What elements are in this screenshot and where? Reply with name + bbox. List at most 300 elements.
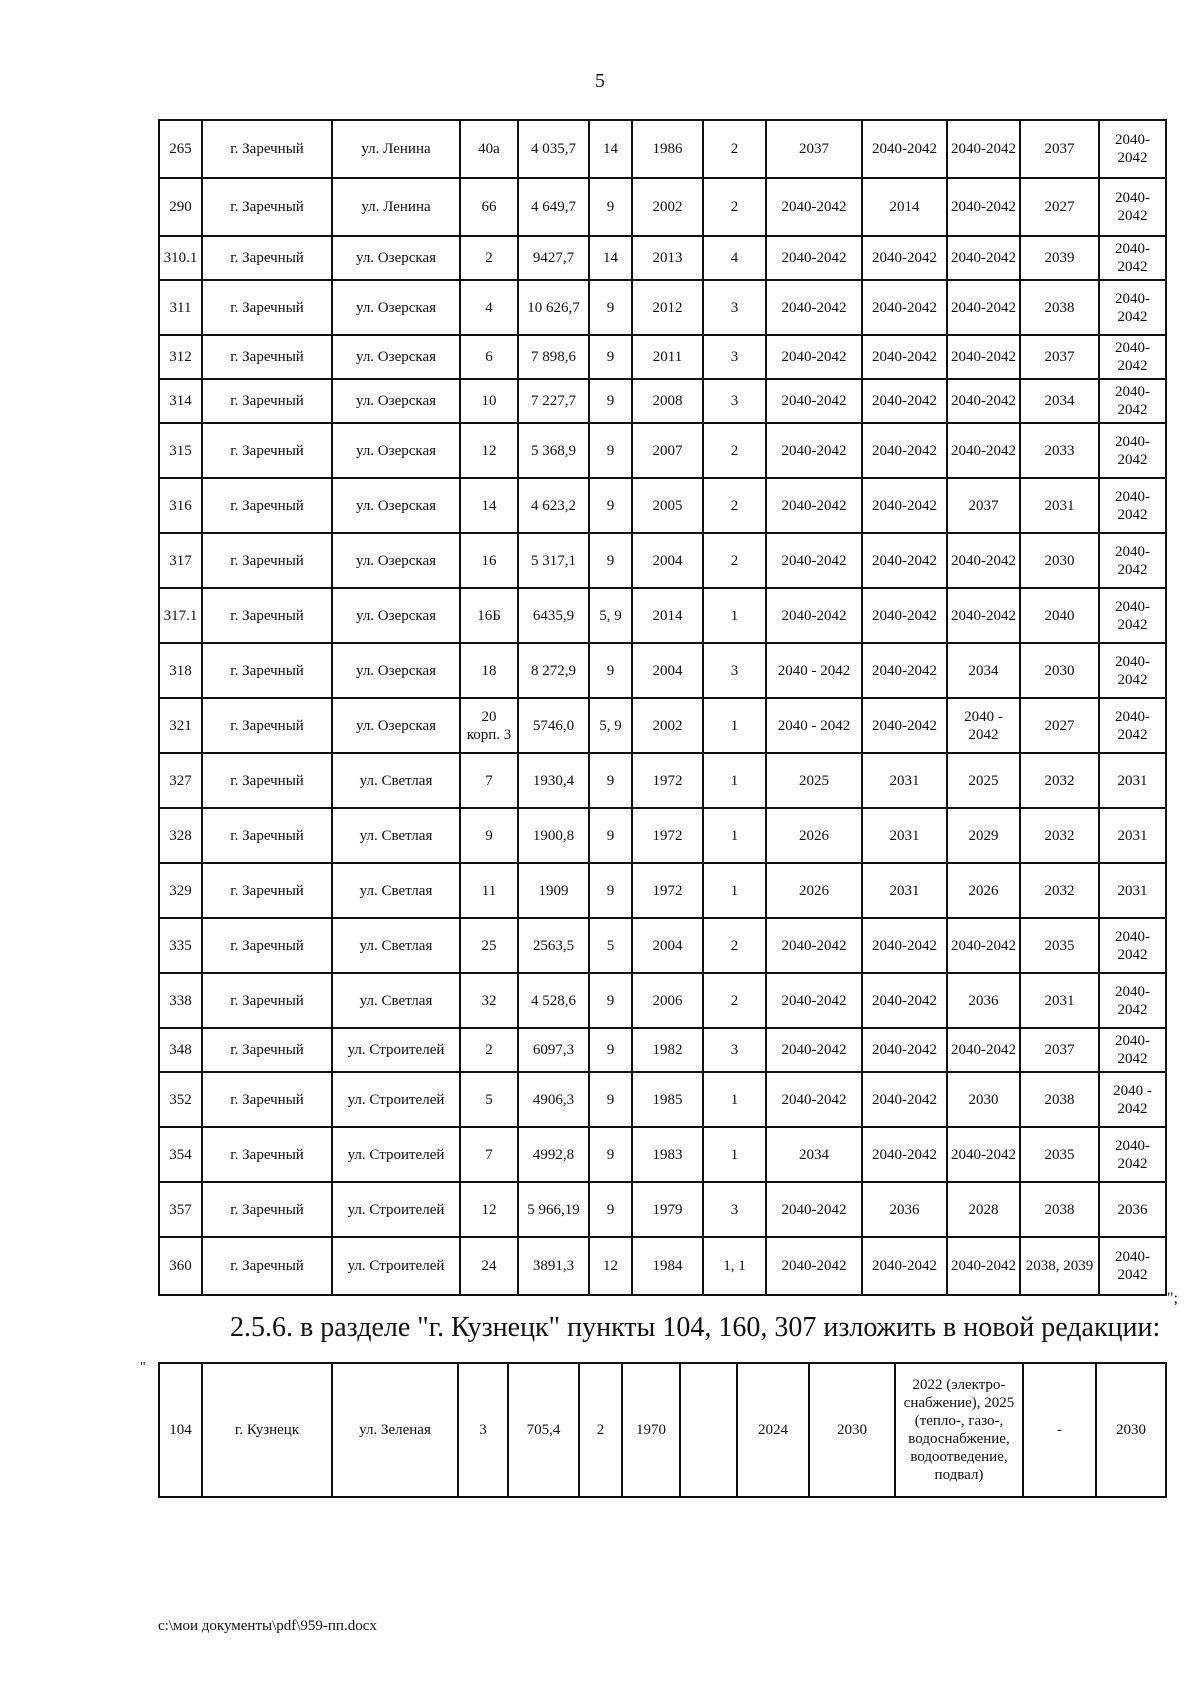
table-cell: ул. Озерская xyxy=(332,698,460,753)
table-cell: 3 xyxy=(703,280,766,335)
table-cell: 1 xyxy=(703,1127,766,1182)
table-cell: 2 xyxy=(703,918,766,973)
table-cell: 2037 xyxy=(1020,335,1099,379)
table-cell: 2040-2042 xyxy=(947,120,1020,178)
table-cell: 1979 xyxy=(632,1182,703,1237)
table-cell: г. Заречный xyxy=(202,280,332,335)
table-cell: 9 xyxy=(589,863,632,918)
table-cell: 9 xyxy=(589,643,632,698)
table-cell: 1 xyxy=(703,808,766,863)
table-cell: г. Заречный xyxy=(202,1182,332,1237)
table-cell: 2040-2042 xyxy=(947,423,1020,478)
table-cell: 4 528,6 xyxy=(518,973,589,1028)
table-cell: 2012 xyxy=(632,280,703,335)
table-cell: 2040-2042 xyxy=(947,1237,1020,1295)
table-row xyxy=(159,643,1166,698)
table-row xyxy=(159,808,1166,863)
table-cell: 2040-2042 xyxy=(947,379,1020,423)
table-row xyxy=(159,973,1166,1028)
table-cell xyxy=(680,1363,737,1497)
table-cell: ул. Озерская xyxy=(332,533,460,588)
table-cell: 9 xyxy=(589,335,632,379)
table-cell: 316 xyxy=(159,478,202,533)
table-cell: 9 xyxy=(589,1127,632,1182)
table-cell: 16Б xyxy=(460,588,518,643)
table-cell: 7 227,7 xyxy=(518,379,589,423)
table-cell: 1985 xyxy=(632,1072,703,1127)
table-row xyxy=(159,588,1166,643)
table-cell: 2040-2042 xyxy=(1099,120,1166,178)
table-cell: 2030 xyxy=(809,1363,895,1497)
table-cell: 2040-2042 xyxy=(1099,178,1166,236)
table-cell: 2040-2042 xyxy=(1099,643,1166,698)
table-cell: 2040-2042 xyxy=(766,1028,862,1072)
table-cell: 2037 xyxy=(947,478,1020,533)
table-row xyxy=(159,1127,1166,1182)
table-cell: 1 xyxy=(703,863,766,918)
table-cell: 2040 - 2042 xyxy=(766,643,862,698)
table-cell: 318 xyxy=(159,643,202,698)
table-cell: 5 368,9 xyxy=(518,423,589,478)
table-cell: 2035 xyxy=(1020,1127,1099,1182)
table-cell: 2040-2042 xyxy=(862,698,947,753)
table-cell: 2040-2042 xyxy=(766,1237,862,1295)
table-row xyxy=(159,120,1166,178)
table-cell: 2040 - 2042 xyxy=(947,698,1020,753)
table-cell: 2040-2042 xyxy=(947,533,1020,588)
table-cell: 2039 xyxy=(1020,236,1099,280)
table-cell: 2006 xyxy=(632,973,703,1028)
table-cell: 2040-2042 xyxy=(1099,1028,1166,1072)
table-cell: 2040-2042 xyxy=(862,1028,947,1072)
opening-quote-mark: " xyxy=(140,1360,146,1375)
table-cell: 2040-2042 xyxy=(862,973,947,1028)
table-cell: 317.1 xyxy=(159,588,202,643)
table-cell: 2040-2042 xyxy=(766,533,862,588)
table-cell: 66 xyxy=(460,178,518,236)
table-cell: 2040-2042 xyxy=(947,178,1020,236)
table-cell: 6 xyxy=(460,335,518,379)
table-cell: 10 626,7 xyxy=(518,280,589,335)
table-cell: 2040-2042 xyxy=(766,280,862,335)
table-cell: 2040-2042 xyxy=(766,1182,862,1237)
closing-quote-mark: "; xyxy=(1167,1290,1178,1307)
table-cell: 2040-2042 xyxy=(1099,379,1166,423)
table-cell: 40а xyxy=(460,120,518,178)
table-cell: 2040-2042 xyxy=(1099,478,1166,533)
table-row xyxy=(159,236,1166,280)
table-cell: 2040-2042 xyxy=(1099,236,1166,280)
table-row xyxy=(159,753,1166,808)
table-cell: 3 xyxy=(703,643,766,698)
table-cell: 5, 9 xyxy=(589,698,632,753)
table-cell: ул. Строителей xyxy=(332,1028,460,1072)
table-cell: ул. Озерская xyxy=(332,478,460,533)
table-cell: ул. Ленина xyxy=(332,178,460,236)
table-cell: 290 xyxy=(159,178,202,236)
table-cell: ул. Озерская xyxy=(332,423,460,478)
table-cell: 2040-2042 xyxy=(862,423,947,478)
table-cell: 2027 xyxy=(1020,698,1099,753)
table-cell: 338 xyxy=(159,973,202,1028)
table-cell: 2031 xyxy=(1099,753,1166,808)
table-cell: 2040-2042 xyxy=(947,236,1020,280)
table-cell: г. Кузнецк xyxy=(202,1363,332,1497)
table-cell: - xyxy=(1023,1363,1096,1497)
table-cell: 7 xyxy=(460,1127,518,1182)
table-cell: 2040-2042 xyxy=(1099,1127,1166,1182)
table-cell: г. Заречный xyxy=(202,588,332,643)
table-cell: 5 xyxy=(589,918,632,973)
table-cell: г. Заречный xyxy=(202,863,332,918)
table-cell: 2011 xyxy=(632,335,703,379)
table-cell: 2040-2042 xyxy=(1099,280,1166,335)
table-cell: 104 xyxy=(159,1363,202,1497)
table-cell: 2040-2042 xyxy=(1099,918,1166,973)
table-cell: ул. Озерская xyxy=(332,379,460,423)
table-cell: 2025 xyxy=(947,753,1020,808)
table-cell: 18 xyxy=(460,643,518,698)
table-cell: г. Заречный xyxy=(202,423,332,478)
table-cell: 9 xyxy=(589,178,632,236)
table-cell: г. Заречный xyxy=(202,120,332,178)
table-cell: 1983 xyxy=(632,1127,703,1182)
table-cell: 321 xyxy=(159,698,202,753)
table-cell: 1, 1 xyxy=(703,1237,766,1295)
table-cell: 3891,3 xyxy=(518,1237,589,1295)
table-cell: 12 xyxy=(460,423,518,478)
table-cell: 2031 xyxy=(1099,808,1166,863)
table-cell: 7 898,6 xyxy=(518,335,589,379)
kuznetsk-table xyxy=(158,1362,1167,1498)
table-cell: 6097,3 xyxy=(518,1028,589,1072)
table-cell: 3 xyxy=(703,379,766,423)
table-cell: г. Заречный xyxy=(202,533,332,588)
table-cell: 2040-2042 xyxy=(766,1072,862,1127)
table-cell: 4992,8 xyxy=(518,1127,589,1182)
table-cell: 2022 (электро-снабжение), 2025 (тепло-, газо-, водоснабжение, водоотведение, подвал) xyxy=(895,1363,1023,1497)
table-cell: 3 xyxy=(703,335,766,379)
table-cell: 9 xyxy=(589,533,632,588)
table-cell: г. Заречный xyxy=(202,379,332,423)
table-row xyxy=(159,1363,1166,1497)
table-cell: 24 xyxy=(460,1237,518,1295)
table-cell: 4 649,7 xyxy=(518,178,589,236)
table-cell: г. Заречный xyxy=(202,808,332,863)
table-cell: г. Заречный xyxy=(202,236,332,280)
table-cell: 5, 9 xyxy=(589,588,632,643)
table-cell: г. Заречный xyxy=(202,478,332,533)
table-cell: 315 xyxy=(159,423,202,478)
table-cell: 32 xyxy=(460,973,518,1028)
table-cell: 2004 xyxy=(632,533,703,588)
table-cell: 2040-2042 xyxy=(862,588,947,643)
table-cell: 9 xyxy=(589,1028,632,1072)
table-cell: 2036 xyxy=(862,1182,947,1237)
table-cell: 352 xyxy=(159,1072,202,1127)
table-cell: 2036 xyxy=(947,973,1020,1028)
table-cell: 1984 xyxy=(632,1237,703,1295)
table-cell: 2040-2042 xyxy=(862,280,947,335)
table-cell: 265 xyxy=(159,120,202,178)
table-cell: 9 xyxy=(589,423,632,478)
table-cell: 2027 xyxy=(1020,178,1099,236)
table-cell: 2040-2042 xyxy=(947,280,1020,335)
table-cell: 9 xyxy=(589,753,632,808)
table-cell: 2040-2042 xyxy=(766,379,862,423)
table-cell: 2 xyxy=(703,973,766,1028)
table-cell: 327 xyxy=(159,753,202,808)
table-cell: г. Заречный xyxy=(202,918,332,973)
table-cell: ул. Строителей xyxy=(332,1237,460,1295)
table-row xyxy=(159,478,1166,533)
table-cell: 2040 - 2042 xyxy=(766,698,862,753)
table-cell: 9 xyxy=(589,379,632,423)
table-cell: 2013 xyxy=(632,236,703,280)
table-cell: 2007 xyxy=(632,423,703,478)
table-cell: 2040-2042 xyxy=(862,335,947,379)
table-cell: 2034 xyxy=(947,643,1020,698)
table-cell: 4 035,7 xyxy=(518,120,589,178)
table-cell: 5 xyxy=(460,1072,518,1127)
table-cell: 310.1 xyxy=(159,236,202,280)
table-cell: 2038, 2039 xyxy=(1020,1237,1099,1295)
table-cell: 2031 xyxy=(1020,973,1099,1028)
table-cell: 14 xyxy=(460,478,518,533)
table-cell: 1970 xyxy=(622,1363,680,1497)
table-cell: 9 xyxy=(460,808,518,863)
table-cell: ул. Зеленая xyxy=(332,1363,458,1497)
table-row xyxy=(159,698,1166,753)
table-cell: ул. Озерская xyxy=(332,280,460,335)
table-cell: 8 272,9 xyxy=(518,643,589,698)
table-cell: 1986 xyxy=(632,120,703,178)
table-cell: 2035 xyxy=(1020,918,1099,973)
table-cell: 2040-2042 xyxy=(862,379,947,423)
table-cell: 3 xyxy=(703,1028,766,1072)
table-cell: 2034 xyxy=(1020,379,1099,423)
table-cell: г. Заречный xyxy=(202,1072,332,1127)
table-cell: 2 xyxy=(703,478,766,533)
table-cell: 2040-2042 xyxy=(766,478,862,533)
table-cell: 16 xyxy=(460,533,518,588)
table-cell: 2040-2042 xyxy=(1099,335,1166,379)
table-cell: 2040-2042 xyxy=(1099,973,1166,1028)
table-cell: г. Заречный xyxy=(202,335,332,379)
table-cell: г. Заречный xyxy=(202,1028,332,1072)
table-cell: 2032 xyxy=(1020,863,1099,918)
table-cell: 2036 xyxy=(1099,1182,1166,1237)
table-cell: ул. Строителей xyxy=(332,1182,460,1237)
table-cell: г. Заречный xyxy=(202,1127,332,1182)
table-cell: 2040-2042 xyxy=(766,178,862,236)
table-cell: 2040-2042 xyxy=(1099,423,1166,478)
table-cell: 4 623,2 xyxy=(518,478,589,533)
table-row xyxy=(159,1072,1166,1127)
table-cell: 5 317,1 xyxy=(518,533,589,588)
table-cell: 2040-2042 xyxy=(947,1028,1020,1072)
table-cell: г. Заречный xyxy=(202,973,332,1028)
table-cell: 11 xyxy=(460,863,518,918)
table-row xyxy=(159,533,1166,588)
table-cell: 2040 - 2042 xyxy=(1099,1072,1166,1127)
table-cell: 1930,4 xyxy=(518,753,589,808)
table-cell: 328 xyxy=(159,808,202,863)
table-cell: 2030 xyxy=(1020,643,1099,698)
table-cell: 329 xyxy=(159,863,202,918)
table-cell: 2005 xyxy=(632,478,703,533)
table-cell: 2 xyxy=(460,236,518,280)
table-cell: 2040-2042 xyxy=(766,918,862,973)
table-cell: 2014 xyxy=(862,178,947,236)
table-cell: 2040-2042 xyxy=(1099,533,1166,588)
table-row xyxy=(159,1028,1166,1072)
table-cell: 5746,0 xyxy=(518,698,589,753)
table-cell: 2040-2042 xyxy=(862,1127,947,1182)
table-cell: 2040-2042 xyxy=(766,423,862,478)
table-cell: 9 xyxy=(589,973,632,1028)
table-cell: 2025 xyxy=(766,753,862,808)
table-cell: 4906,3 xyxy=(518,1072,589,1127)
table-cell: 2 xyxy=(703,423,766,478)
table-cell: 4 xyxy=(703,236,766,280)
table-cell: 348 xyxy=(159,1028,202,1072)
table-cell: 357 xyxy=(159,1182,202,1237)
table-cell: 6435,9 xyxy=(518,588,589,643)
table-cell: 7 xyxy=(460,753,518,808)
table-cell: 14 xyxy=(589,120,632,178)
table-row xyxy=(159,918,1166,973)
table-cell: 335 xyxy=(159,918,202,973)
table-cell: 2040-2042 xyxy=(947,335,1020,379)
table-cell: 9 xyxy=(589,808,632,863)
table-cell: г. Заречный xyxy=(202,643,332,698)
table-cell: 317 xyxy=(159,533,202,588)
table-cell: г. Заречный xyxy=(202,698,332,753)
table-cell: 2040-2042 xyxy=(766,335,862,379)
table-cell: ул. Светлая xyxy=(332,863,460,918)
table-cell: ул. Озерская xyxy=(332,335,460,379)
table-row xyxy=(159,1237,1166,1295)
table-cell: 2031 xyxy=(1020,478,1099,533)
table-cell: 1982 xyxy=(632,1028,703,1072)
table-cell: 705,4 xyxy=(508,1363,579,1497)
table-cell: 2038 xyxy=(1020,1182,1099,1237)
table-row xyxy=(159,178,1166,236)
table-cell: 2026 xyxy=(766,863,862,918)
table-cell: ул. Светлая xyxy=(332,753,460,808)
table-cell: 2040-2042 xyxy=(862,120,947,178)
table-cell: 2024 xyxy=(737,1363,809,1497)
table-cell: 360 xyxy=(159,1237,202,1295)
table-cell: 9 xyxy=(589,1072,632,1127)
table-cell: 314 xyxy=(159,379,202,423)
table-cell: 2038 xyxy=(1020,1072,1099,1127)
table-row xyxy=(159,280,1166,335)
table-cell: 1972 xyxy=(632,863,703,918)
table-cell: г. Заречный xyxy=(202,753,332,808)
table-row xyxy=(159,335,1166,379)
table-cell: 1972 xyxy=(632,753,703,808)
table-cell: 2029 xyxy=(947,808,1020,863)
table-cell: 12 xyxy=(460,1182,518,1237)
table-row xyxy=(159,379,1166,423)
table-cell: 2040-2042 xyxy=(1099,698,1166,753)
table-cell: 1 xyxy=(703,588,766,643)
table-cell: г. Заречный xyxy=(202,178,332,236)
table-cell: 2037 xyxy=(766,120,862,178)
table-cell: 2030 xyxy=(1020,533,1099,588)
table-cell: 10 xyxy=(460,379,518,423)
table-cell: 4 xyxy=(460,280,518,335)
table-cell: 2037 xyxy=(1020,1028,1099,1072)
table-cell: 1 xyxy=(703,1072,766,1127)
table-cell: 2032 xyxy=(1020,753,1099,808)
table-cell: 2040-2042 xyxy=(862,1237,947,1295)
housing-table xyxy=(158,119,1167,1296)
table-cell: 2040-2042 xyxy=(947,918,1020,973)
table-cell: 2033 xyxy=(1020,423,1099,478)
table-row xyxy=(159,423,1166,478)
table-cell: 3 xyxy=(458,1363,508,1497)
table-cell: 9 xyxy=(589,280,632,335)
table-cell: 1900,8 xyxy=(518,808,589,863)
table-cell: 1 xyxy=(703,698,766,753)
table-cell: 2004 xyxy=(632,918,703,973)
table-cell: 2038 xyxy=(1020,280,1099,335)
table-cell: 2 xyxy=(703,120,766,178)
table-cell: 2040-2042 xyxy=(766,973,862,1028)
table-cell: 3 xyxy=(703,1182,766,1237)
table-cell: 1 xyxy=(703,753,766,808)
table-cell: 2037 xyxy=(1020,120,1099,178)
table-cell: 2040-2042 xyxy=(862,533,947,588)
table-cell: ул. Озерская xyxy=(332,643,460,698)
table-cell: 12 xyxy=(589,1237,632,1295)
table-cell: 2026 xyxy=(766,808,862,863)
table-cell: 2040-2042 xyxy=(1099,1237,1166,1295)
table-cell: 2026 xyxy=(947,863,1020,918)
table-cell: 14 xyxy=(589,236,632,280)
table-cell: 9427,7 xyxy=(518,236,589,280)
table-cell: 354 xyxy=(159,1127,202,1182)
table-cell: ул. Озерская xyxy=(332,588,460,643)
table-cell: 2031 xyxy=(1099,863,1166,918)
footer-file-path: c:\мои документы\pdf\959-пп.docx xyxy=(158,1618,377,1634)
table-cell: 2040-2042 xyxy=(862,478,947,533)
table-cell: 2031 xyxy=(862,808,947,863)
table-row xyxy=(159,1182,1166,1237)
table-cell: ул. Светлая xyxy=(332,918,460,973)
table-cell: 2034 xyxy=(766,1127,862,1182)
table-cell: 2030 xyxy=(947,1072,1020,1127)
table-cell: 2040-2042 xyxy=(1099,588,1166,643)
table-cell: 2028 xyxy=(947,1182,1020,1237)
table-cell: 2040-2042 xyxy=(766,236,862,280)
table-cell: 2 xyxy=(703,533,766,588)
table-cell: 2563,5 xyxy=(518,918,589,973)
table-cell: 2040-2042 xyxy=(947,588,1020,643)
table-cell: 2004 xyxy=(632,643,703,698)
table-cell: 9 xyxy=(589,478,632,533)
table-cell: 9 xyxy=(589,1182,632,1237)
table-cell: 25 xyxy=(460,918,518,973)
table-cell: 5 966,19 xyxy=(518,1182,589,1237)
table-cell: 2 xyxy=(703,178,766,236)
table-cell: 2040-2042 xyxy=(862,236,947,280)
table-cell: ул. Светлая xyxy=(332,808,460,863)
table-cell: 2002 xyxy=(632,178,703,236)
